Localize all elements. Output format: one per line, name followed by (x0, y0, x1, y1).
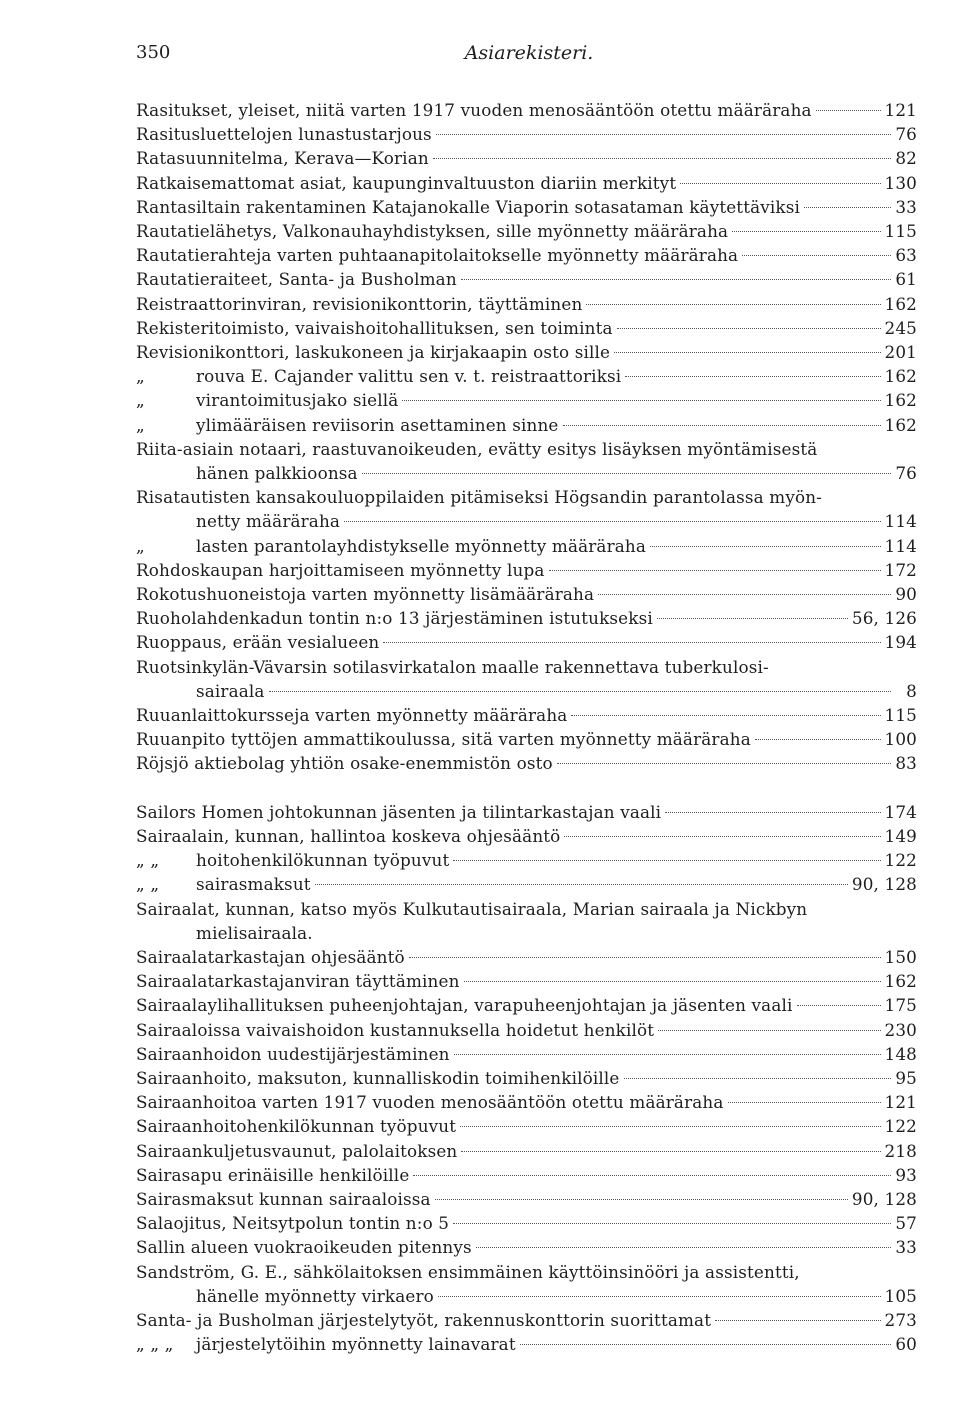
index-entry (136, 171, 917, 195)
entry-line (136, 340, 917, 364)
page-reference: 114 (884, 535, 917, 556)
dot-leader (402, 400, 880, 401)
entry-line (136, 872, 917, 896)
page-reference: 56, 126 (851, 608, 917, 629)
page-reference: 121 (884, 100, 917, 120)
index-entry (136, 606, 917, 630)
dot-leader (617, 328, 881, 329)
dot-leader (665, 812, 880, 813)
page-reference: 57 (895, 1213, 917, 1234)
index-entry (136, 267, 917, 291)
dot-leader (658, 1030, 880, 1031)
entry-line (136, 1114, 917, 1138)
index-entry (136, 751, 917, 775)
index-entry (136, 969, 917, 993)
page-reference: 162 (884, 414, 917, 435)
entry-line (136, 800, 917, 824)
entry-text: järjestelytöihin myönnetty lainavarat (196, 1334, 516, 1355)
entry-text: Ruoppaus, erään vesialueen (136, 632, 380, 653)
entry-text: ylimääräisen reviisorin asettaminen sinne (196, 414, 559, 435)
entry-text: Sairaanhoidon uudestijärjestäminen (136, 1043, 450, 1064)
entry-text: Ruuanlaittokursseja varten myönnetty määräraha (136, 705, 568, 726)
dot-leader (461, 279, 891, 280)
dot-leader (624, 1078, 892, 1079)
index-entry (136, 1308, 917, 1332)
entry-line (136, 1332, 917, 1356)
index-entry (136, 340, 917, 364)
page-reference: 194 (884, 632, 917, 653)
dot-leader (464, 981, 881, 982)
entry-line (136, 703, 917, 727)
index-entry (136, 413, 917, 437)
dot-leader (435, 1199, 848, 1200)
entry-line (136, 219, 917, 243)
index-entry (136, 582, 917, 606)
index-entry (136, 848, 917, 872)
entry-line (136, 945, 917, 969)
dot-leader (571, 715, 880, 716)
entry-line (136, 146, 917, 170)
entry-text: Revisionikonttori, laskukoneen ja kirjakaapin osto sille (136, 342, 611, 363)
index-entry (136, 1018, 917, 1042)
index-entry (136, 195, 917, 219)
page-reference: 115 (884, 705, 917, 726)
index-entry (136, 485, 917, 533)
index-entry (136, 1090, 917, 1114)
entry-text: sairaala (196, 680, 265, 701)
index-entry (136, 146, 917, 170)
entry-line (136, 727, 917, 751)
page-reference: 162 (884, 293, 917, 314)
entry-text: Rasitusluettelojen lunastustarjous (136, 124, 432, 145)
dot-leader (650, 546, 880, 547)
dot-leader (315, 884, 848, 885)
entry-text: Ruuanpito tyttöjen ammattikoulussa, sitä varten myönnetty määräraha (136, 729, 751, 750)
index-entry (136, 824, 917, 848)
entry-line (136, 534, 917, 558)
entry-line (136, 824, 917, 848)
entry-text: Sairaanhoito, maksuton, kunnalliskodin toimihenkilöille (136, 1067, 620, 1088)
dot-leader (409, 957, 881, 958)
entry-text: hänelle myönnetty virkaero (196, 1285, 434, 1306)
index-entry (136, 122, 917, 146)
entry-text: Rautatierahteja varten puhtaanapitolaitokselle myönnetty määräraha (136, 245, 739, 266)
entry-line (136, 606, 917, 630)
index-entry (136, 219, 917, 243)
entry-continuation-line (136, 921, 917, 945)
ditto-mark: „ „ (136, 850, 160, 871)
index-entry (136, 388, 917, 412)
dot-leader (586, 304, 880, 305)
page-reference: 162 (884, 971, 917, 992)
entry-line (136, 848, 917, 872)
dot-leader (732, 231, 880, 232)
entry-line (136, 98, 917, 122)
page-header (136, 42, 922, 68)
index-section (136, 98, 917, 776)
dot-leader (680, 183, 880, 184)
entry-line (136, 171, 917, 195)
page-reference: 172 (884, 559, 917, 580)
entry-text: Sairasmaksut kunnan sairaaloissa (136, 1188, 431, 1209)
entry-text: Sailors Homen johtokunnan jäsenten ja tilintarkastajan vaali (136, 801, 662, 822)
entry-line (136, 969, 917, 993)
dot-leader (383, 642, 880, 643)
entry-text: Rekisteritoimisto, vaivaishoitohallituksen, sen toiminta (136, 317, 613, 338)
page-reference: 245 (884, 317, 917, 338)
page-reference: 76 (895, 124, 917, 145)
entry-line (136, 316, 917, 340)
entry-line (136, 388, 917, 412)
entry-text: Sairaalaylihallituksen puheenjohtajan, varapuheenjohtajan ja jäsenten vaali (136, 995, 793, 1016)
index-entry (136, 316, 917, 340)
ditto-mark: „ (136, 390, 145, 411)
entry-line (136, 1042, 917, 1066)
page-reference: 201 (884, 342, 917, 363)
entry-line (136, 485, 917, 509)
page-reference: 60 (895, 1334, 917, 1355)
index-entry (136, 1235, 917, 1259)
page-reference: 93 (895, 1164, 917, 1185)
dot-leader (816, 110, 881, 111)
entry-line (136, 243, 917, 267)
dot-leader (433, 158, 891, 159)
index-entry (136, 534, 917, 558)
page-reference: 82 (895, 148, 917, 169)
entry-text: Salaojitus, Neitsytpolun tontin n:o 5 (136, 1213, 450, 1234)
entry-text: Sandström, G. E., sähkölaitoksen ensimmäinen käyttöinsinööri ja assistentti, (136, 1261, 800, 1282)
page-reference: 90, 128 (851, 1188, 917, 1209)
ditto-mark: „ „ „ (136, 1334, 174, 1355)
index-entry (136, 872, 917, 896)
dot-leader (453, 860, 880, 861)
entry-text: Sairaanhoitohenkilökunnan työpuvut (136, 1116, 457, 1137)
index-entry (136, 655, 917, 703)
index-entry (136, 945, 917, 969)
entry-line (136, 1235, 917, 1259)
page-reference: 76 (895, 463, 917, 484)
index-section (136, 800, 917, 1357)
entry-text: Ratasuunnitelma, Kerava—Korian (136, 148, 429, 169)
entry-text: lasten parantolayhdistykselle myönnetty määräraha (196, 535, 647, 556)
page-reference: 33 (895, 1237, 917, 1258)
entry-line (136, 558, 917, 582)
entry-text: Risatautisten kansakouluoppilaiden pitämiseksi Högsandin parantolassa myön- (136, 487, 822, 508)
entry-text: Sairaalat, kunnan, katso myös Kulkutautisairaala, Marian sairaala ja Nickbyn (136, 898, 808, 919)
entry-text: Rasitukset, yleiset, niitä varten 1917 vuoden menosääntöön otettu määräraha (136, 100, 812, 120)
page-reference: 90, 128 (851, 874, 917, 895)
dot-leader (461, 1151, 880, 1152)
entry-line (136, 292, 917, 316)
dot-leader (715, 1320, 880, 1321)
dot-leader (269, 691, 891, 692)
entry-continuation-line (136, 461, 917, 485)
entry-line (136, 413, 917, 437)
entry-text: hänen palkkioonsa (196, 463, 358, 484)
entry-text: mielisairaala. (196, 922, 313, 943)
dot-leader (362, 473, 891, 474)
index-entry (136, 1042, 917, 1066)
dot-leader (563, 425, 881, 426)
page-reference: 33 (895, 196, 917, 217)
entry-text: netty määräraha (196, 511, 341, 532)
entry-line (136, 1211, 917, 1235)
entry-line (136, 1018, 917, 1042)
page-reference: 105 (884, 1285, 917, 1306)
page-reference: 100 (884, 729, 917, 750)
running-title: Asiarekisteri. (464, 42, 594, 64)
dot-leader (460, 1126, 880, 1127)
entry-line (136, 630, 917, 654)
dot-leader (742, 255, 891, 256)
entry-text: Santa- ja Busholman järjestelytyöt, rakennuskonttorin suorittamat (136, 1309, 712, 1330)
entry-line (136, 897, 917, 921)
index-entry (136, 1139, 917, 1163)
index-entry (136, 1211, 917, 1235)
page-reference: 115 (884, 221, 917, 242)
dot-leader (454, 1054, 881, 1055)
entry-line (136, 1187, 917, 1211)
entry-line (136, 1308, 917, 1332)
index-entry (136, 630, 917, 654)
entry-text: Sairaalatarkastajanviran täyttäminen (136, 971, 460, 992)
index-entry (136, 1332, 917, 1356)
dot-leader (476, 1247, 891, 1248)
entry-continuation-line (136, 679, 917, 703)
page-reference: 95 (895, 1067, 917, 1088)
entry-line (136, 364, 917, 388)
dot-leader (436, 134, 891, 135)
index-entry (136, 897, 917, 945)
page-reference: 149 (884, 825, 917, 846)
page-reference: 162 (884, 390, 917, 411)
index-entry (136, 800, 917, 824)
entry-text: Rohdoskaupan harjoittamiseen myönnetty lupa (136, 559, 545, 580)
index-entry (136, 243, 917, 267)
page-reference: 218 (884, 1140, 917, 1161)
index-entry (136, 98, 917, 122)
entry-text: Sairaalain, kunnan, hallintoa koskeva ohjesääntö (136, 825, 561, 846)
index-entry (136, 1163, 917, 1187)
entry-continuation-line (136, 509, 917, 533)
entry-line (136, 1090, 917, 1114)
page-reference: 90 (895, 584, 917, 605)
entry-text: Ruoholahdenkadun tontin n:o 13 järjestäminen istutukseksi (136, 608, 653, 629)
dot-leader (453, 1223, 891, 1224)
dot-leader (564, 836, 880, 837)
ditto-mark: „ „ (136, 874, 160, 895)
index-entries (136, 98, 917, 1356)
entry-line (136, 582, 917, 606)
dot-leader (728, 1102, 881, 1103)
entry-text: Riita-asiain notaari, raastuvanoikeuden, evätty esitys lisäyksen myöntämisestä (136, 438, 818, 459)
page-reference: 61 (895, 269, 917, 290)
page-reference: 114 (884, 511, 917, 532)
dot-leader (804, 207, 891, 208)
page-reference: 130 (884, 172, 917, 193)
dot-leader (344, 521, 880, 522)
entry-text: Sallin alueen vuokraoikeuden pitennys (136, 1237, 472, 1258)
index-entry (136, 1260, 917, 1308)
page-reference: 175 (884, 995, 917, 1016)
dot-leader (520, 1344, 891, 1345)
entry-text: Rautatielähetys, Valkonauhayhdistyksen, sille myönnetty määräraha (136, 221, 729, 242)
page-reference: 174 (884, 801, 917, 822)
entry-line (136, 1260, 917, 1284)
entry-line (136, 751, 917, 775)
index-entry (136, 364, 917, 388)
page-reference: 148 (884, 1043, 917, 1064)
page-reference: 122 (884, 1116, 917, 1137)
index-entry (136, 727, 917, 751)
entry-text: Ratkaisemattomat asiat, kaupunginvaltuuston diariin merkityt (136, 172, 677, 193)
dot-leader (614, 352, 880, 353)
page-reference: 150 (884, 946, 917, 967)
entry-text: Sairasapu erinäisille henkilöille (136, 1164, 410, 1185)
entry-line (136, 267, 917, 291)
section-gap (136, 776, 917, 800)
page-reference: 273 (884, 1309, 917, 1330)
entry-text: rouva E. Cajander valittu sen v. t. reistraattoriksi (196, 366, 622, 387)
page-reference: 122 (884, 850, 917, 871)
entry-text: Sairaanhoitoa varten 1917 vuoden menosääntöön otettu määräraha (136, 1092, 724, 1113)
entry-text: Rautatieraiteet, Santa- ja Busholman (136, 269, 457, 290)
page-reference: 63 (895, 245, 917, 266)
entry-text: Sairaalatarkastajan ohjesääntö (136, 946, 405, 967)
dot-leader (413, 1175, 891, 1176)
page-number: 350 (136, 42, 171, 63)
entry-line (136, 1066, 917, 1090)
entry-text: Röjsjö aktiebolag yhtiön osake-enemmistön osto (136, 753, 553, 774)
index-entry (136, 993, 917, 1017)
entry-text: Rokotushuoneistoja varten myönnetty lisämääräraha (136, 584, 595, 605)
page-reference: 83 (895, 753, 917, 774)
dot-leader (625, 376, 880, 377)
entry-line (136, 437, 917, 461)
entry-line (136, 195, 917, 219)
page-reference: 162 (884, 366, 917, 387)
dot-leader (598, 594, 891, 595)
entry-text: sairasmaksut (196, 874, 311, 895)
entry-line (136, 993, 917, 1017)
entry-text: Rantasiltain rakentaminen Katajanokalle Viaporin sotasataman käytettäviksi (136, 196, 800, 217)
entry-line (136, 122, 917, 146)
index-entry (136, 1187, 917, 1211)
index-entry (136, 703, 917, 727)
index-entry (136, 437, 917, 485)
ditto-mark: „ (136, 366, 145, 387)
entry-continuation-line (136, 1284, 917, 1308)
entry-text: Ruotsinkylän-Vävarsin sotilasvirkatalon maalle rakennettava tuberkulosi- (136, 656, 769, 677)
entry-line (136, 1163, 917, 1187)
page-reference: 121 (884, 1092, 917, 1113)
dot-leader (549, 570, 881, 571)
dot-leader (755, 739, 881, 740)
dot-leader (797, 1005, 881, 1006)
entry-line (136, 655, 917, 679)
entry-text: Sairaankuljetusvaunut, palolaitoksen (136, 1140, 458, 1161)
dot-leader (557, 763, 891, 764)
index-entry (136, 292, 917, 316)
index-entry (136, 1066, 917, 1090)
ditto-mark: „ (136, 535, 145, 556)
entry-text: Sairaaloissa vaivaishoidon kustannuksella hoidetut henkilöt (136, 1019, 655, 1040)
index-entry (136, 1114, 917, 1138)
page-reference: 8 (906, 680, 917, 701)
entry-text: Reistraattorinviran, revisionikonttorin, täyttäminen (136, 293, 583, 314)
entry-text: virantoimitusjako siellä (196, 390, 399, 411)
entry-text: hoitohenkilökunnan työpuvut (196, 850, 450, 871)
entry-line (136, 1139, 917, 1163)
dot-leader (438, 1296, 881, 1297)
page-reference: 230 (884, 1019, 917, 1040)
index-entry (136, 558, 917, 582)
dot-leader (657, 618, 848, 619)
ditto-mark: „ (136, 414, 145, 435)
